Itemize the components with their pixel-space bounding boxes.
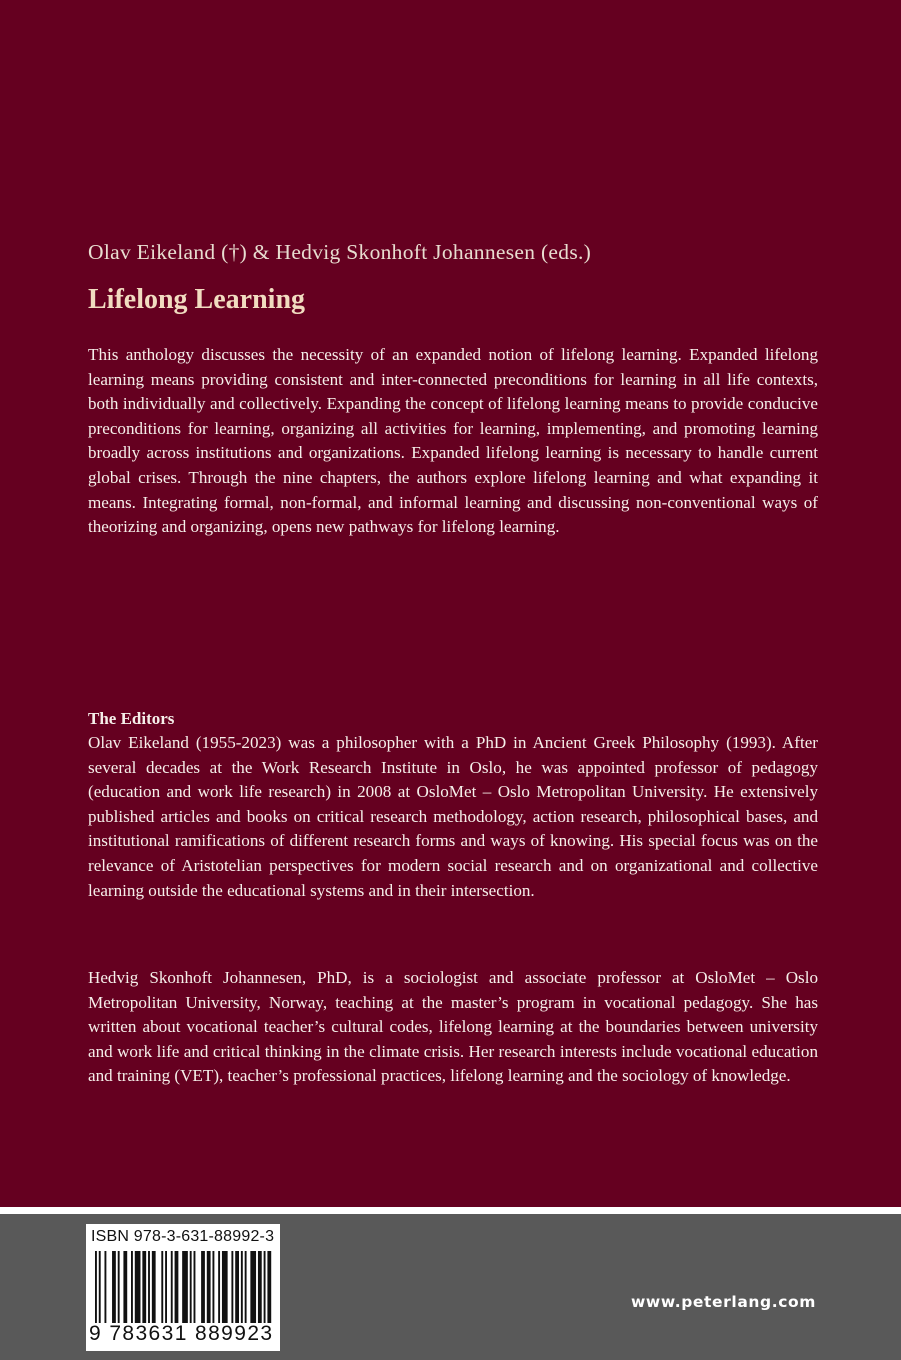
book-editors: Olav Eikeland (†) & Hedvig Skonhoft Johannesen (eds.) <box>88 240 592 264</box>
isbn-barcode <box>86 1224 280 1351</box>
editors-heading: The Editors <box>88 709 175 728</box>
editor-bio-johannesen: Hedvig Skonhoft Johannesen, PhD, is a sociologist and associate professor at OsloMet – Oslo Metropolitan University, Norway, teaching at the master’s program in vocational pedagogy. She has written about vocational teacher’s cultural codes, lifelong learning at the boundaries between university and work life and critical thinking in the climate crisis. Her research interests include vocational education and training (VET), teacher’s professional practices, lifelong learning and the sociology of knowledge. <box>88 968 818 1086</box>
barcode-icon <box>95 1251 275 1323</box>
isbn-label: ISBN 978-3-631-88992-3 <box>91 1228 275 1245</box>
publisher-website: www.peterlang.com <box>630 1293 816 1311</box>
editor-bio-eikeland: Olav Eikeland (1955-2023) was a philosopher with a PhD in Ancient Greek Philosophy (1993). After several decades at the Work Research Institute in Oslo, he was appointed professor of pedagogy (education and work life research) in 2008 at OsloMet – Oslo Metropolitan University. He extensively published articles and books on critical research methodology, action research, philosophical bases, and institutional ramifications of different research forms and ways of knowing. His special focus was on the relevance of Aristotelian perspectives for modern social research and on organizational and collective learning outside the educational systems and in their intersection. <box>88 733 818 900</box>
barcode-digits: 9 783631 889923 <box>89 1322 274 1345</box>
book-description: This anthology discusses the necessity of an expanded notion of lifelong learning. Expanded lifelong learning means providing consistent and inter-connected preconditions for learning in all life contexts, both individually and collectively. Expanding the concept of lifelong learning means to provide conducive preconditions for learning, organizing all activities for learning, implementing, and promoting learning broadly across institutions and organizations. Expanded lifelong learning is necessary to handle current global crises. Through the nine chapters, the authors explore lifelong learning and what expanding it means. Integrating formal, non-formal, and informal learning and discussing non-conventional ways of theorizing and organizing, opens new pathways for lifelong learning. <box>88 345 818 537</box>
book-title: Lifelong Learning <box>88 284 306 315</box>
divider-strip <box>0 1207 901 1214</box>
